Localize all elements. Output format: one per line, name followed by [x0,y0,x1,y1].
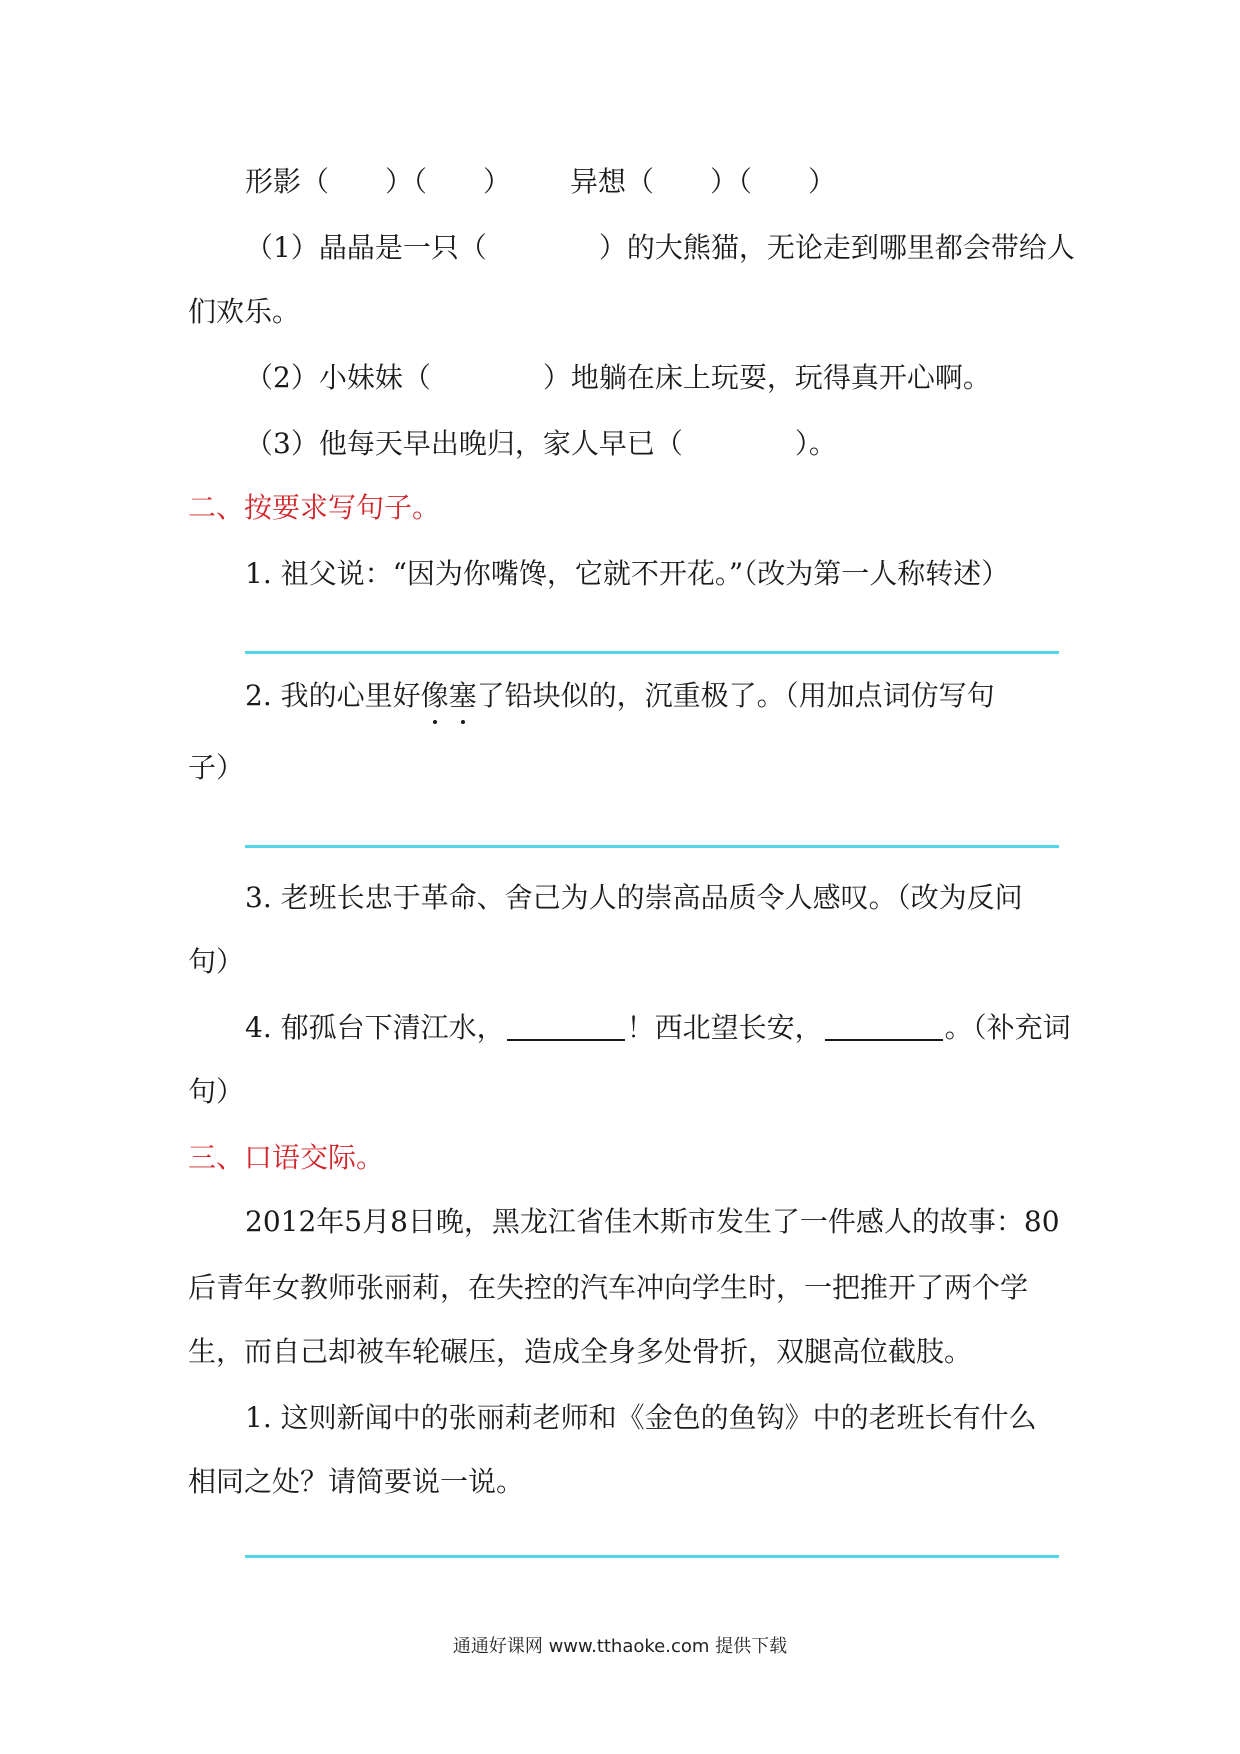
q4-text-c: 。（补充词 [944,1011,1071,1044]
q2-text-end: 了铅块似的，沉重极了。（用加点词仿写句 [476,679,995,712]
fill-sentence-1: （1）晶晶是一只（ ）的大熊猫，无论走到哪里都会带给人 [245,231,1075,264]
answer-line-3[interactable] [245,1555,1059,1558]
news-paragraph-line-1: 2012年5月8日晚，黑龙江省佳木斯市发生了一件感人的故事：80 [245,1205,1060,1238]
dotted-word-sai: 塞 [449,676,477,716]
page-footer: 通通好课网 www.tthaoke.com 提供下载 [452,1636,788,1657]
blank-1[interactable] [507,1011,625,1041]
section-2-question-3: 3. 老班长忠于革命、舍己为人的崇高品质令人感叹。（改为反问 [245,881,1023,914]
section-3-heading: 三、口语交际。 [188,1141,385,1174]
section-2-question-4 [245,1008,1071,1048]
news-paragraph-line-2: 后青年女教师张丽莉，在失控的汽车冲向学生时，一把推开了两个学 [188,1271,1029,1304]
section-2-question-2 [245,676,995,716]
answer-line-2[interactable] [245,845,1059,848]
q2-text-start: 2. 我的心里好 [245,679,421,712]
answer-line-1[interactable] [245,651,1059,654]
dotted-word-xiang: 像 [421,676,449,716]
section-2-question-4-cont: 句） [188,1075,245,1108]
section-2-heading: 二、按要求写句子。 [188,491,441,524]
word-pair-yixiang: 异想（ ）（ ） [570,165,837,198]
section-2-question-1: 1. 祖父说：“因为你嘴馋，它就不开花。”（改为第一人称转述） [245,557,1010,590]
section-3-question-1-cont: 相同之处？请简要说一说。 [188,1465,525,1498]
q4-text-a: 4. 郁孤台下清江水， [245,1011,505,1044]
blank-2[interactable] [825,1011,943,1041]
section-2-question-3-cont: 句） [188,945,245,978]
section-2-question-2-cont: 子） [188,751,245,784]
news-paragraph-line-3: 生，而自己却被车轮碾压，造成全身多处骨折，双腿高位截肢。 [188,1335,973,1368]
word-pair-xingying: 形影（ ）（ ） [245,165,512,198]
fill-sentence-2: （2）小妹妹（ ）地躺在床上玩耍，玩得真开心啊。 [245,361,991,394]
fill-sentence-1-cont: 们欢乐。 [188,295,301,328]
q4-text-b: ！西北望长安， [626,1011,823,1044]
fill-sentence-3: （3）他每天早出晚归，家人早已（ ）。 [245,427,837,460]
section-3-question-1: 1. 这则新闻中的张丽莉老师和《金色的鱼钩》中的老班长有什么 [245,1401,1037,1434]
